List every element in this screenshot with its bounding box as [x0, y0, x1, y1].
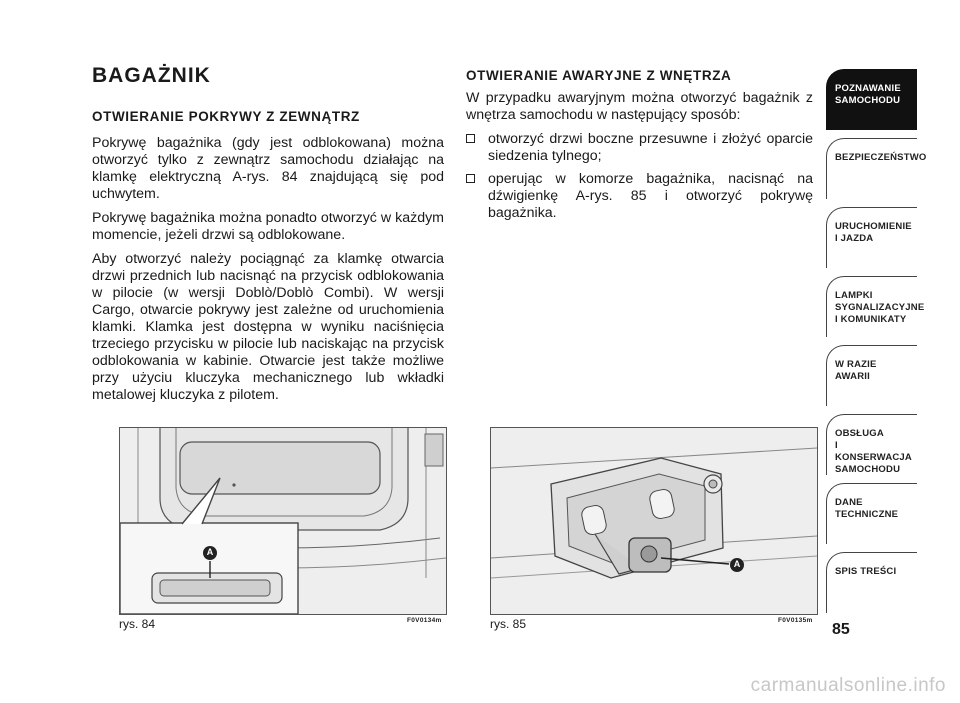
nav-tab-w-razie-awarii[interactable]: W RAZIE AWARII — [826, 345, 917, 406]
figure-caption: rys. 85 — [490, 617, 527, 631]
marker-a-label: A — [206, 547, 214, 557]
lock-illustration — [491, 428, 817, 614]
tailgate-illustration — [120, 428, 446, 614]
page-title: BAGAŻNIK — [92, 64, 211, 87]
nav-tab-dane-techniczne[interactable]: DANE TECHNICZNE — [826, 483, 917, 544]
section-nav — [826, 69, 927, 621]
paragraph: Pokrywę bagażnika (gdy jest odblokowana) można otworzyć tylko z zewnątrz samochodu działając na klamkę elektryczną A-rys. 84 znajdującą się pod uchwytem. — [92, 135, 444, 202]
section-heading-emergency: OTWIERANIE AWARYJNE Z WNĘTRZA — [466, 68, 732, 83]
nav-tab-poznawanie-samochodu[interactable]: POZNAWANIE SAMOCHODU — [826, 69, 917, 130]
paragraph: Aby otworzyć należy pociągnąć za klamkę otwarcia drzwi przednich lub nacisnąć na przycisk odblokowania w pilocie (w wersji Doblò/Doblò Combi). W wersji Cargo, otwarcie pokrywy jest zależne od uruchomienia klamki. Klamka jest dostępna w wyniku naciśnięcia trzeciego przycisku w pilocie lub naciskając na przycisk odblokowania w kabinie. Otwarcie jest także możliwe przy użyciu kluczyka mechanicznego lub wkładki metalowej kluczyka z pilotem. — [92, 251, 444, 403]
paragraph: Pokrywę bagażnika można ponadto otworzyć w każdym momencie, jeżeli drzwi są odblokowane. — [92, 210, 444, 243]
marker-a-label: A — [733, 559, 741, 569]
figure-85-trunk-lever — [490, 427, 818, 615]
left-column — [92, 108, 444, 411]
figure-84-tailgate-handle — [119, 427, 447, 615]
section-heading-exterior: OTWIERANIE POKRYWY Z ZEWNĄTRZ — [92, 109, 360, 124]
intro-paragraph: W przypadku awaryjnym można otworzyć bagażnik z wnętrza samochodu w następujący sposób: — [466, 90, 813, 123]
bullet-text: otworzyć drzwi boczne przesuwne i złożyć oparcie siedzenia tylnego; — [488, 131, 813, 164]
figure-caption: rys. 84 — [119, 617, 156, 631]
nav-tab-uruchomienie-i-jazda[interactable]: URUCHOMIENIE I JAZDA — [826, 207, 917, 268]
nav-tab-bezpieczenstwo[interactable]: BEZPIECZEŃSTWO — [826, 138, 917, 199]
page-number: 85 — [832, 621, 850, 638]
checkbox-bullet-icon — [466, 134, 475, 143]
watermark: carmanualsonline.info — [750, 675, 946, 696]
right-column — [466, 67, 813, 228]
bullet-item — [466, 171, 813, 222]
checkbox-bullet-icon — [466, 174, 475, 183]
figure-code: F0V0135m — [778, 617, 813, 624]
bullet-text: operując w komorze bagażnika, nacisnąć na dźwigienkę A-rys. 85 i otworzyć pokrywę bagażnika. — [488, 171, 813, 221]
nav-tab-obsluga-i-konserwacja[interactable]: OBSŁUGA I KONSERWACJA SAMOCHODU — [826, 414, 917, 475]
nav-tab-lampki-sygnalizacyjne[interactable]: LAMPKI SYGNALIZACYJNE I KOMUNIKATY — [826, 276, 917, 337]
figure-code: F0V0134m — [407, 617, 442, 624]
nav-tab-spis-tresci[interactable]: SPIS TREŚCI — [826, 552, 917, 613]
bullet-item — [466, 131, 813, 165]
